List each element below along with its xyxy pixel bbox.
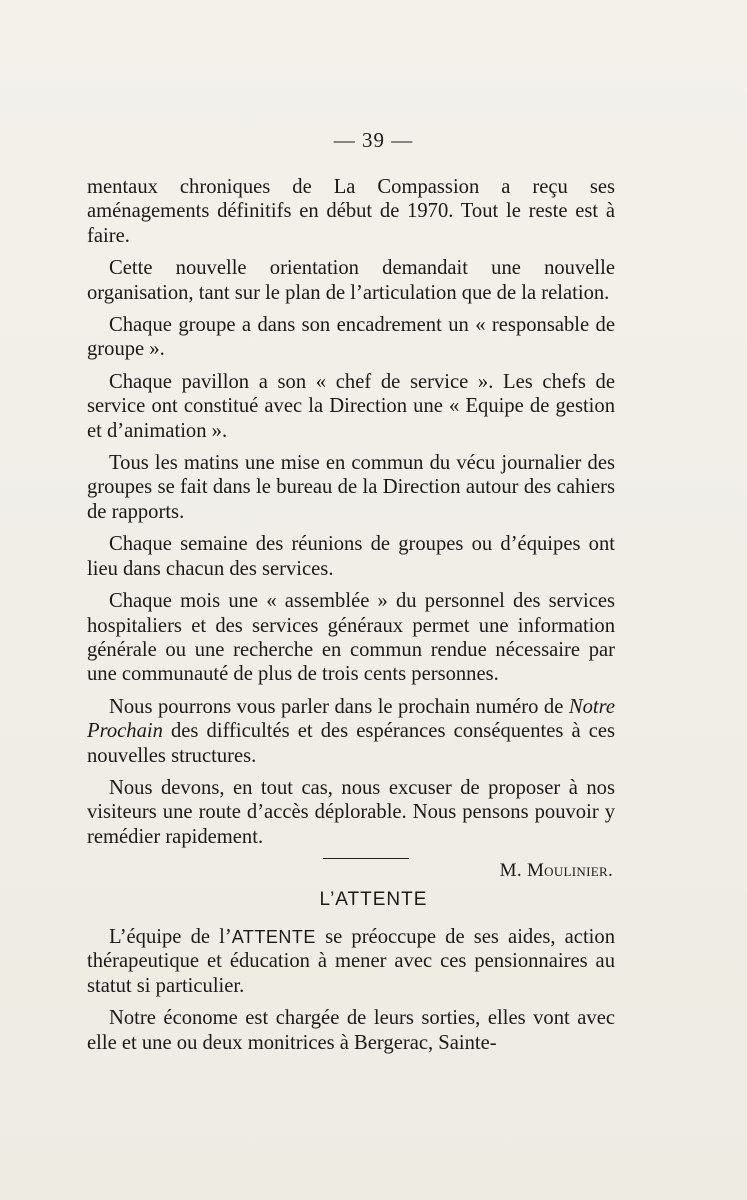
paragraph [87, 256, 615, 305]
paragraph-text: Chaque mois une « assemblée » du personnel des services hospitaliers et des services généraux permet une information générale ou une recherche en commun rendue nécessaire par une communauté de plus de trois cents personnes. [87, 590, 615, 686]
paragraph [87, 370, 615, 443]
section-text [87, 925, 615, 1063]
paragraph-text: Chaque semaine des réunions de groupes ou d’équipes ont lieu dans chacun des services. [87, 533, 615, 580]
main-text [87, 175, 615, 884]
paragraph [87, 589, 615, 687]
signature [87, 859, 615, 883]
paragraph-text: se préoccupe de ses aides, action thérapeutique et éducation à mener avec ces pensionnaires au statut si particulier. [87, 926, 615, 997]
paragraph-text: Notre économe est chargée de leurs sorties, elles vont avec elle et une ou deux monitrices à Bergerac, Sainte- [87, 1007, 615, 1054]
paragraph-text: L’équipe de l’ [109, 926, 232, 948]
paragraph-text: Nous pourrons vous parler dans le prochain numéro de [109, 695, 564, 718]
section-title: L’ATTENTE [319, 889, 428, 910]
section-divider [323, 858, 409, 859]
paragraph [87, 1006, 615, 1055]
paragraph-text: des difficultés et des espérances conséquentes à ces nouvelles structures. [87, 720, 615, 767]
signature-name: Moulinier. [526, 860, 613, 882]
signature-initial: M. [499, 860, 522, 882]
paragraph-text: Tous les matins une mise en commun du vécu journalier des groupes se fait dans le bureau de la Direction autour des cahiers de rapports. [87, 452, 615, 523]
paragraph [87, 925, 615, 998]
page-number: — 39 — [333, 128, 414, 152]
paragraph [87, 313, 615, 362]
paragraph-text: Cette nouvelle orientation demandait une nouvelle organisation, tant sur le plan de l’articulation que de la relation. [87, 257, 615, 304]
paragraph-text: Chaque pavillon a son « chef de service ». Les chefs de service ont constitué avec la Direction une « Equipe de gestion et d’animation ». [87, 370, 615, 442]
paragraph [87, 532, 615, 581]
section-name-caps: ATTENTE [231, 927, 316, 947]
journal-title: Notre Prochain [87, 695, 615, 743]
paragraph-text: Nous devons, en tout cas, nous excuser de proposer à nos visiteurs une route d’accès déplorable. Nous pensons pouvoir y remédier rapidement. [87, 776, 615, 848]
paragraph: mentaux chroniques de La Compassion a reçu ses aménagements définitifs en début de 1970. Tout le reste est à faire. [87, 176, 615, 247]
paragraph [87, 695, 615, 768]
paragraph [87, 776, 615, 849]
paragraph [87, 451, 615, 524]
paragraph-text: Chaque groupe a dans son encadrement un « responsable de groupe ». [87, 314, 615, 361]
